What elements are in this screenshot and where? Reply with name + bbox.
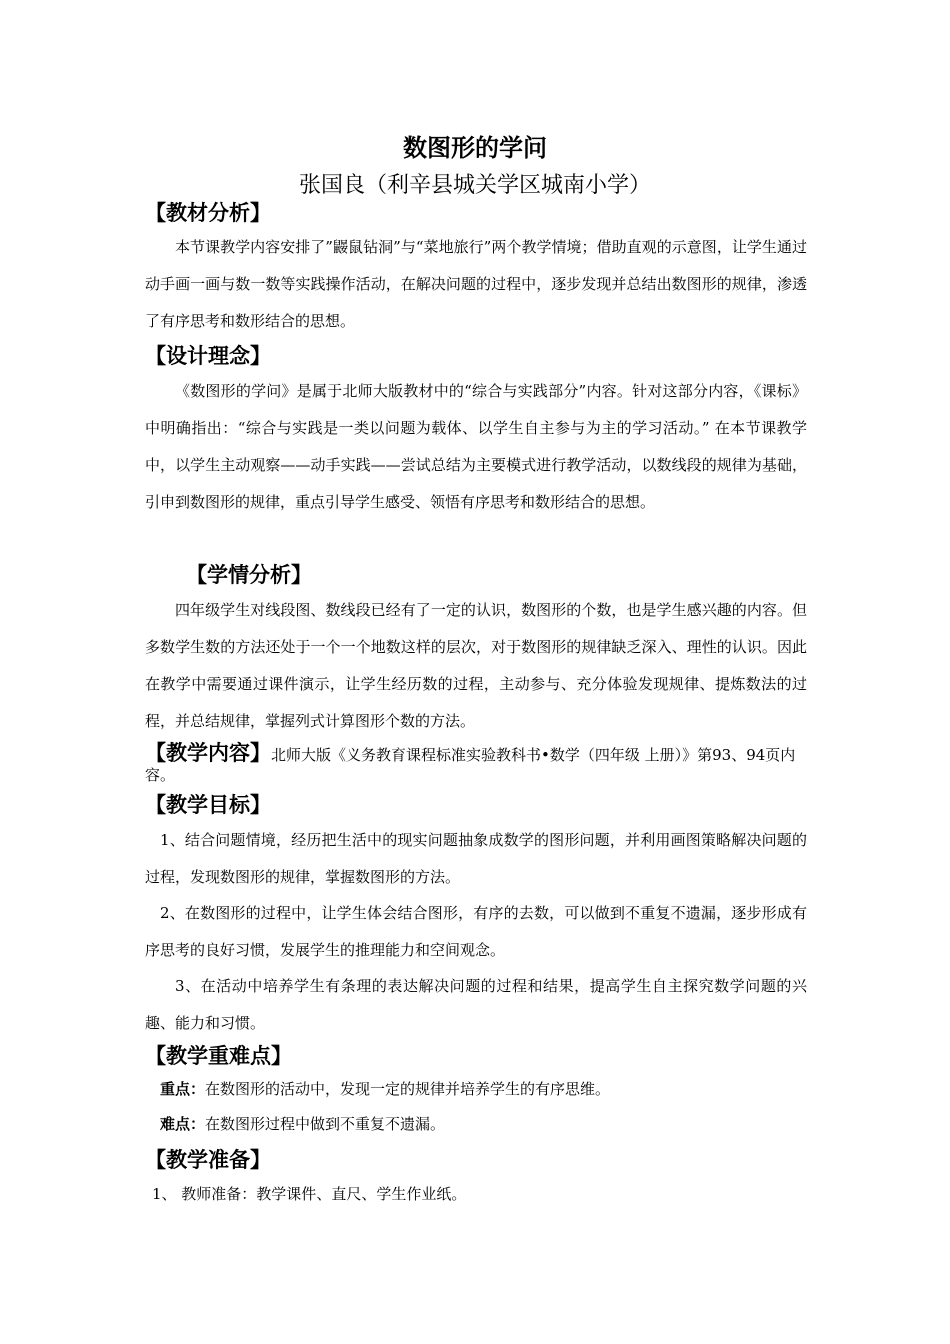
paragraph-design-concept: 《数图形的学问》是属于北师大版教材中的“综合与实践部分”内容。针对这部分内容，《课标》中明确指出：“综合与实践是一类以问题为载体、以学生自主参与为主的学习活动。” 在本节课教学中，以学生主动观察——动手实践——尝试总结为主要模式进行教学活动，以数线段的规律为基础，引申到数图形的规律，重点引导学生感受、领悟有序思考和数形结合的思想。 — [145, 382, 807, 511]
paragraph-material-analysis: 本节课教学内容安排了”鼹鼠钻洞”与“菜地旅行”两个教学情境；借助直观的示意图，让学生通过动手画一画与数一数等实践操作活动，在解决问题的过程中，逐步发现并总结出数图形的规律，渗透了有序思考和数形结合的思想。 — [145, 238, 807, 330]
key-point-text: 在数图形的活动中，发现一定的规律并培养学生的有序思维。 — [205, 1080, 611, 1098]
heading-teaching-goals: 【教学目标】 — [145, 793, 271, 817]
document-author: 张国良（利辛县城关学区城南小学） — [298, 173, 651, 198]
heading-student-analysis: 【学情分析】 — [186, 563, 312, 587]
difficult-point-label: 难点： — [160, 1115, 206, 1133]
key-point-label: 重点： — [160, 1080, 206, 1098]
key-point-line — [160, 1078, 610, 1100]
goal-item-1: 1、结合问题情境，经历把生活中的现实问题抽象成数学的图形问题，并利用画图策略解决问题的过程，发现数图形的规律，掌握数图形的方法。 — [145, 831, 807, 886]
difficult-point-line — [160, 1113, 445, 1135]
document-title: 数图形的学问 — [403, 134, 547, 162]
heading-key-difficult-points: 【教学重难点】 — [145, 1044, 292, 1068]
paragraph-student-analysis: 四年级学生对线段图、数线段已经有了一定的认识，数图形的个数，也是学生感兴趣的内容。但多数学生数的方法还处于一个一个地数这样的层次，对于数图形的规律缺乏深入、理性的认识。因此在教学中需要通过课件演示，让学生经历数的过程，主动参与、充分体验发现规律、提炼数法的过程，并总结规律，掌握列式计算图形个数的方法。 — [145, 601, 807, 730]
preparation-item-1: 1、 教师准备：教学课件、直尺、学生作业纸。 — [152, 1185, 467, 1203]
heading-teaching-preparation: 【教学准备】 — [145, 1148, 271, 1172]
teaching-content-text: 北师大版《义务教育课程标准实验教科书•数学（四年级 上册）》第93、94页内容。 — [145, 746, 796, 784]
goal-item-3: 3、在活动中培养学生有条理的表达解决问题的过程和结果，提高学生自主探究数学问题的兴趣、能力和习惯。 — [145, 977, 807, 1032]
teaching-content-block — [145, 743, 807, 785]
heading-design-concept: 【设计理念】 — [145, 344, 271, 368]
difficult-point-text: 在数图形过程中做到不重复不遗漏。 — [205, 1115, 446, 1133]
heading-material-analysis: 【教材分析】 — [145, 201, 271, 225]
goal-item-2: 2、在数图形的过程中，让学生体会结合图形，有序的去数，可以做到不重复不遗漏，逐步形成有序思考的良好习惯，发展学生的推理能力和空间观念。 — [145, 904, 807, 959]
heading-teaching-content: 【教学内容】 — [145, 741, 271, 765]
